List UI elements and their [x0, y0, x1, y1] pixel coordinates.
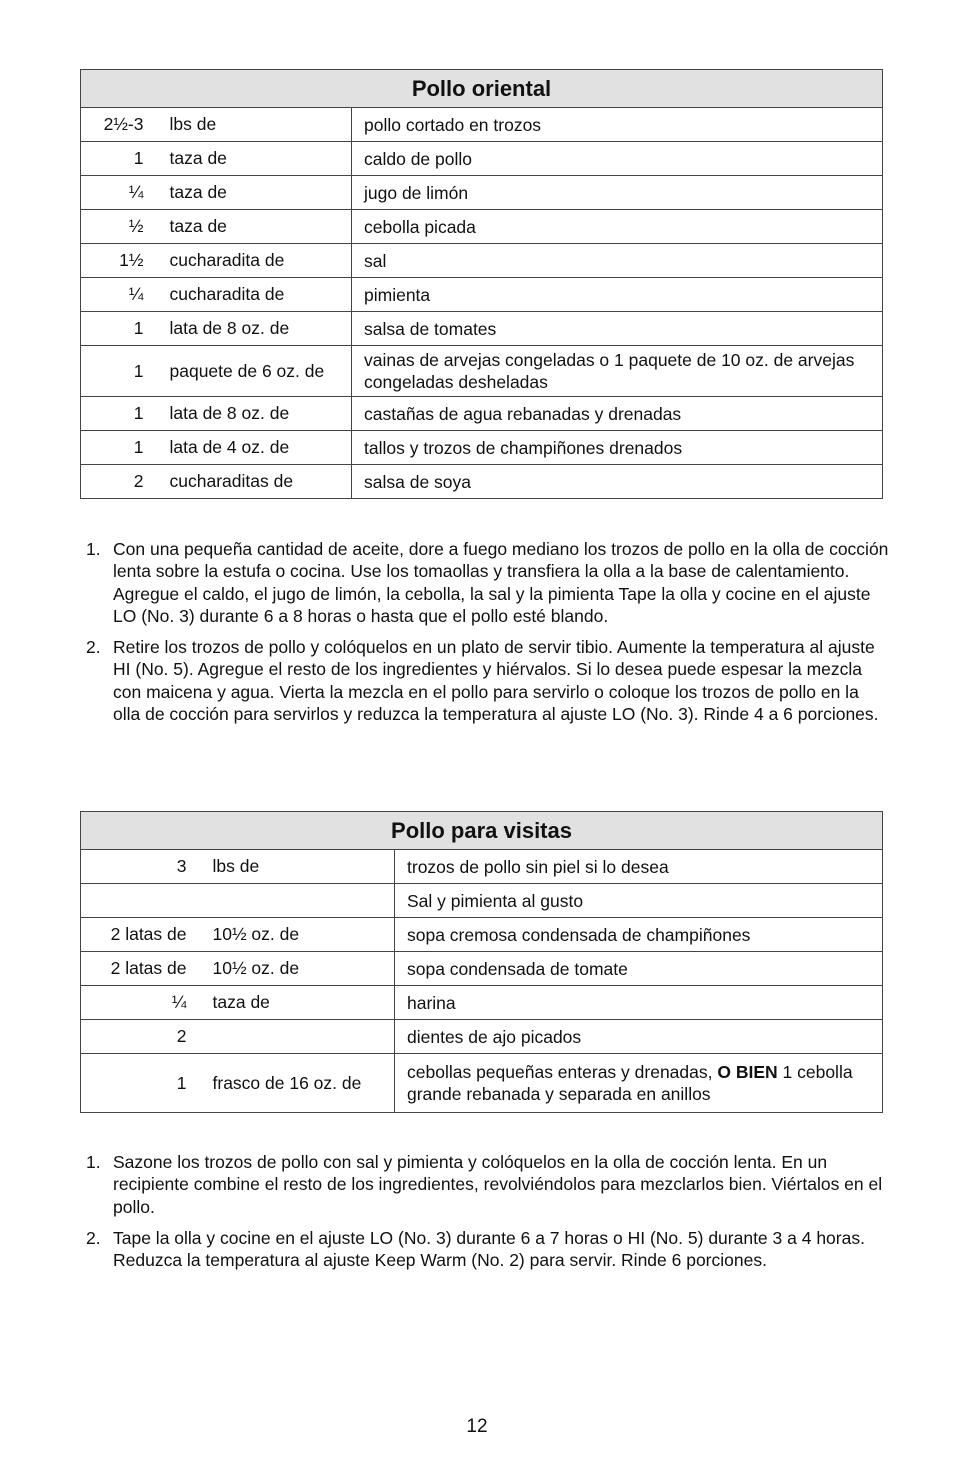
- ingredient-row: [81, 884, 883, 918]
- step-number: 1.: [86, 539, 101, 559]
- ingredient-item: sopa cremosa condensada de champiñones: [395, 918, 883, 952]
- ingredient-unit: taza de: [152, 210, 352, 244]
- ingredient-item: sopa condensada de tomate: [395, 952, 883, 986]
- ingredient-qty: 1: [81, 312, 152, 346]
- ingredient-item: [395, 1054, 883, 1113]
- ingredient-qty: 2 latas de: [81, 918, 195, 952]
- ingredient-qty: ¼: [81, 278, 152, 312]
- ingredient-row: [81, 244, 883, 278]
- ingredient-item: pimienta: [352, 278, 883, 312]
- ingredient-row: [81, 465, 883, 499]
- ingredient-unit: taza de: [152, 142, 352, 176]
- ingredient-row: [81, 397, 883, 431]
- ingredient-qty: 1: [81, 1054, 195, 1113]
- ingredient-item: dientes de ajo picados: [395, 1020, 883, 1054]
- ingredient-unit: [195, 1020, 395, 1054]
- step-number: 2.: [86, 1227, 101, 1248]
- recipe-steps-pollo-para-visitas: [80, 1151, 890, 1280]
- recipe-steps-pollo-oriental: [80, 538, 890, 734]
- ingredient-row: [81, 1020, 883, 1054]
- ingredient-qty: 1: [81, 431, 152, 465]
- ingredient-item: salsa de soya: [352, 465, 883, 499]
- ingredient-item: sal: [352, 244, 883, 278]
- ingredient-unit: frasco de 16 oz. de: [195, 1054, 395, 1113]
- ingredient-item: caldo de pollo: [352, 142, 883, 176]
- ingredient-qty: 1: [81, 397, 152, 431]
- ingredient-unit: paquete de 6 oz. de: [152, 346, 352, 397]
- step-text: Sazone los trozos de pollo con sal y pimienta y colóquelos en la olla de cocción lenta. En un recipiente combine el resto de los ingredientes, revolviéndolos para mezclarlos bien. Viértalos en el pollo.: [113, 1152, 883, 1217]
- ingredient-unit: [195, 884, 395, 918]
- ingredient-row: [81, 918, 883, 952]
- ingredient-item: Sal y pimienta al gusto: [395, 884, 883, 918]
- recipe-table-pollo-para-visitas: [80, 811, 883, 1113]
- ingredient-qty: ½: [81, 210, 152, 244]
- ingredient-qty: 2: [81, 465, 152, 499]
- ingredient-item-part: 1 cebolla grande rebanada y separada en anillos: [407, 1062, 853, 1104]
- ingredient-item: castañas de agua rebanadas y drenadas: [352, 397, 883, 431]
- step-text: Retire los trozos de pollo y colóquelos en un plato de servir tibio. Aumente la temperatura al ajuste HI (No. 5). Agregue el resto de los ingredientes y hiérvalos. Si lo desea puede espesar la mezcla con maicena y agua. Vierta la mezcla en el pollo para servirlo o coloque los trozos de pollo en la olla de cocción para servirlos y reduzca la temperatura al ajuste LO (No. 3). Rinde 4 a 6 porciones.: [113, 637, 879, 725]
- step-text: Tape la olla y cocine en el ajuste LO (No. 3) durante 6 a 7 horas o HI (No. 5) durante 3 a 4 horas. Reduzca la temperatura al ajuste Keep Warm (No. 2) para servir. Rinde 6 porciones.: [113, 1227, 865, 1271]
- ingredient-row: [81, 346, 883, 397]
- step: [80, 1227, 890, 1272]
- ingredient-row: [81, 142, 883, 176]
- step-text: Con una pequeña cantidad de aceite, dore a fuego mediano los trozos de pollo en la olla de cocción lenta sobre la estufa o cocina. Use los tomaollas y transfiera la olla a la base de calentamiento. Agregue el caldo, el jugo de limón, la cebolla, la sal y la pimienta Tape la olla y cocine en el ajuste LO (No. 3) durante 6 a 8 horas o hasta que el pollo esté blando.: [113, 539, 889, 626]
- recipe-title: Pollo para visitas: [81, 812, 883, 850]
- ingredient-row: [81, 850, 883, 884]
- ingredient-item-emphasis: O BIEN: [717, 1062, 778, 1082]
- ingredient-unit: lbs de: [195, 850, 395, 884]
- ingredient-qty: [81, 884, 195, 918]
- ingredient-row: [81, 1054, 883, 1113]
- ingredient-unit: taza de: [195, 986, 395, 1020]
- ingredient-unit: 10½ oz. de: [195, 952, 395, 986]
- ingredient-item: harina: [395, 986, 883, 1020]
- page-number: 12: [466, 1416, 488, 1437]
- ingredient-qty: 1: [81, 346, 152, 397]
- recipe-title: Pollo oriental: [81, 70, 883, 108]
- step-number: 2.: [86, 637, 101, 658]
- ingredient-row: [81, 312, 883, 346]
- ingredient-qty: ¼: [81, 176, 152, 210]
- ingredient-item: tallos y trozos de champiñones drenados: [352, 431, 883, 465]
- recipe-table-pollo-oriental: [80, 69, 883, 499]
- ingredient-unit: lata de 8 oz. de: [152, 312, 352, 346]
- ingredient-qty: 2 latas de: [81, 952, 195, 986]
- ingredient-unit: lbs de: [152, 108, 352, 142]
- ingredient-row: [81, 278, 883, 312]
- ingredient-qty: 1: [81, 142, 152, 176]
- ingredient-unit: 10½ oz. de: [195, 918, 395, 952]
- ingredient-unit: cucharadita de: [152, 244, 352, 278]
- step: [80, 636, 890, 725]
- ingredient-unit: lata de 4 oz. de: [152, 431, 352, 465]
- ingredient-qty: 2½-3: [81, 108, 152, 142]
- step: [80, 1151, 890, 1218]
- ingredient-row: [81, 952, 883, 986]
- ingredient-item: trozos de pollo sin piel si lo desea: [395, 850, 883, 884]
- step-number: 1.: [86, 1152, 101, 1172]
- ingredient-row: [81, 176, 883, 210]
- ingredient-qty: ¼: [81, 986, 195, 1020]
- ingredient-item: pollo cortado en trozos: [352, 108, 883, 142]
- ingredient-qty: 3: [81, 850, 195, 884]
- ingredient-unit: lata de 8 oz. de: [152, 397, 352, 431]
- ingredient-item: vainas de arvejas congeladas o 1 paquete de 10 oz. de arvejas congeladas desheladas: [352, 346, 883, 397]
- ingredient-item: jugo de limón: [352, 176, 883, 210]
- ingredient-unit: cucharadita de: [152, 278, 352, 312]
- ingredient-item: salsa de tomates: [352, 312, 883, 346]
- ingredient-row: [81, 210, 883, 244]
- step: [80, 538, 890, 627]
- ingredient-qty: 2: [81, 1020, 195, 1054]
- ingredient-row: [81, 986, 883, 1020]
- ingredient-unit: cucharaditas de: [152, 465, 352, 499]
- ingredient-qty: 1½: [81, 244, 152, 278]
- ingredient-row: [81, 431, 883, 465]
- ingredient-unit: taza de: [152, 176, 352, 210]
- ingredient-item: cebolla picada: [352, 210, 883, 244]
- ingredient-item-part: cebollas pequeñas enteras y drenadas,: [407, 1062, 718, 1082]
- ingredient-row: [81, 108, 883, 142]
